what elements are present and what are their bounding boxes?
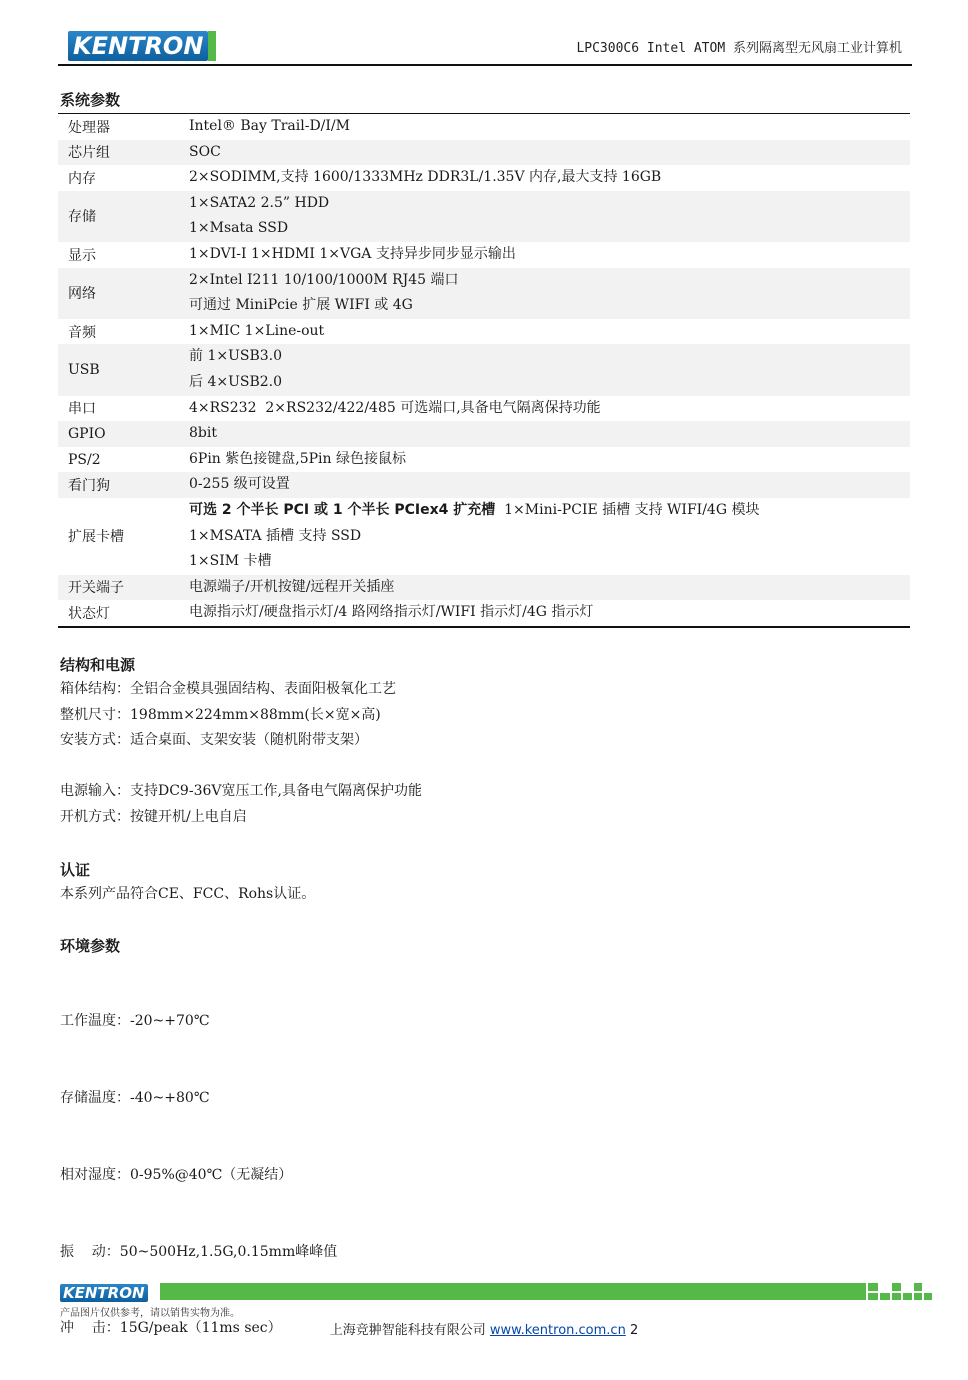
spec-value (189, 472, 910, 498)
footer-deco-square (903, 1293, 912, 1300)
spec-value-line: 前 1×USB3.0 (189, 348, 283, 365)
power-line: 电源输入：支持DC9-36V宽压工作,具备电气隔离保护功能 (60, 783, 422, 799)
spec-value (189, 575, 910, 601)
footer-deco-square (892, 1293, 901, 1300)
spec-key: 存储 (58, 191, 189, 242)
spec-value (189, 421, 910, 447)
footer-disclaimer: 产品图片仅供参考，请以销售实物为准。 (60, 1308, 240, 1319)
footer-deco-square (914, 1293, 922, 1300)
env-line: 存储温度：-40~+80℃ (60, 1089, 210, 1106)
spec-row (58, 319, 910, 345)
section-title-structure: 结构和电源 (60, 656, 136, 674)
spec-row (58, 114, 910, 140)
spec-value-line: 1×MSATA 插槽 支持 SSD (189, 527, 362, 544)
website-link[interactable]: www.kentron.com.cn (489, 1323, 626, 1338)
spec-key: 芯片组 (58, 140, 189, 166)
page-number: 2 (629, 1323, 639, 1338)
spec-value-line: 1×MIC 1×Line-out (189, 322, 325, 339)
power-block (60, 779, 422, 830)
logo-accent (208, 31, 216, 61)
page-header (58, 28, 912, 66)
spec-key: 串口 (68, 401, 96, 418)
section-title-env: 环境参数 (60, 937, 121, 955)
logo-wordmark: KENTRON (68, 31, 208, 61)
spec-value-line: 1×DVI-I 1×HDMI 1×VGA 支持异步同步显示输出 (189, 245, 516, 262)
spec-value (189, 396, 910, 422)
spec-value-line: Intel® Bay Trail-D/I/M (189, 118, 350, 134)
spec-value-line: 可通过 MiniPcie 扩展 WIFI 或 4G (189, 297, 413, 314)
footer-green-bar (160, 1283, 866, 1300)
spec-key: 状态灯 (68, 606, 110, 623)
spec-key: 开关端子 (58, 575, 189, 601)
spec-value-line (189, 498, 910, 524)
env-line: 振 动：50~500Hz,1.5G,0.15mm峰峰值 (60, 1243, 338, 1260)
spec-key: PS/2 (68, 451, 101, 468)
spec-value (189, 600, 910, 627)
spec-row (58, 191, 910, 242)
footer-deco-square (924, 1293, 932, 1300)
spec-value-line: 电源指示灯/硬盘指示灯/4 路网络指示灯/WIFI 指示灯/4G 指示灯 (189, 604, 594, 621)
spec-row (58, 344, 910, 395)
cert-text: 本系列产品符合CE、FCC、Rohs认证。 (60, 886, 316, 902)
spec-value (189, 114, 910, 140)
spec-key: 显示 (68, 247, 96, 264)
spec-value-line: 后 4×USB2.0 (189, 373, 283, 390)
spec-value-text: 1×Mini-PCIE 插槽 支持 WIFI/4G 模块 (495, 501, 760, 518)
structure-line: 整机尺寸：198mm×224mm×88mm(长×宽×高) (60, 706, 381, 723)
spec-row (58, 165, 910, 191)
spec-value-line: 1×SIM 卡槽 (189, 553, 272, 570)
spec-row (58, 396, 910, 422)
footer-logo (60, 1283, 148, 1302)
spec-row (58, 447, 910, 473)
spec-row (58, 421, 910, 447)
spec-key: 扩展卡槽 (68, 529, 124, 546)
structure-line: 箱体结构：全铝合金模具强固结构、表面阳极氧化工艺 (60, 681, 396, 697)
spec-value (189, 268, 910, 319)
spec-row (58, 498, 910, 575)
spec-row (58, 242, 910, 268)
spec-value-line: SOC (189, 143, 221, 160)
spec-value-line: 2×Intel I211 10/100/1000M RJ45 端口 (189, 271, 459, 288)
spec-value (189, 165, 910, 191)
spec-value (189, 319, 910, 345)
footer-deco-square (892, 1283, 901, 1291)
spec-row (58, 268, 910, 319)
footer-company-line (0, 1319, 968, 1338)
spec-key: 处理器 (68, 119, 110, 136)
section-title-system: 系统参数 (60, 91, 121, 109)
kentron-logo (68, 31, 208, 61)
env-line: 相对湿度：0-95%@40℃（无凝结） (60, 1166, 293, 1183)
spec-value (189, 498, 910, 575)
structure-line: 安装方式：适合桌面、支架安装（随机附带支架） (60, 732, 368, 749)
env-line: 工作温度：-20~+70℃ (60, 1013, 210, 1030)
spec-row (58, 472, 910, 498)
document-title: LPC300C6 Intel ATOM 系列隔离型无风扇工业计算机 (576, 41, 902, 56)
spec-value-line: 2×SODIMM,支持 1600/1333MHz DDR3L/1.35V 内存,最大支持 16GB (189, 169, 662, 186)
spec-row (58, 575, 910, 601)
spec-value (189, 140, 910, 166)
spec-value-line: 1×SATA2 2.5” HDD (189, 194, 330, 211)
power-line: 开机方式：按键开机/上电自启 (60, 808, 247, 825)
spec-value-line: 4×RS232 2×RS232/422/485 可选端口,具备电气隔离保持功能 (189, 399, 601, 416)
spec-value-emphasis: 可选 2 个半长 PCI 或 1 个半长 PCIex4 扩充槽 (189, 501, 496, 518)
spec-value (189, 242, 910, 268)
footer-deco-square (914, 1283, 922, 1291)
spec-key: 音频 (68, 324, 96, 341)
spec-row (58, 140, 910, 166)
spec-value-line: 0-255 级可设置 (189, 476, 290, 493)
spec-value (189, 191, 910, 242)
company-name: 上海竞翀智能科技有限公司 (329, 1323, 486, 1338)
footer-deco-square (868, 1283, 878, 1291)
spec-value-line: 6Pin 紫色接键盘,5Pin 绿色接鼠标 (189, 450, 406, 467)
spec-value-line: 1×Msata SSD (189, 220, 289, 237)
footer-deco-square (880, 1293, 890, 1300)
spec-value (189, 447, 910, 473)
spec-value-line: 8bit (189, 425, 217, 442)
footer-deco-square (868, 1293, 878, 1300)
env-line: 冲 击：15G/peak（11ms sec） (60, 1320, 282, 1337)
spec-key: 内存 (68, 170, 96, 187)
structure-block (60, 677, 396, 754)
spec-value-line: 电源端子/开机按键/远程开关插座 (189, 578, 395, 595)
spec-key: 网络 (58, 268, 189, 319)
footer-logo-wordmark: KENTRON (60, 1284, 148, 1302)
spec-key: 看门狗 (58, 472, 189, 498)
spec-value (189, 344, 910, 395)
spec-key: USB (58, 344, 189, 395)
spec-table (58, 113, 910, 628)
spec-row (58, 600, 910, 627)
section-title-cert: 认证 (60, 861, 91, 879)
spec-key: GPIO (58, 421, 189, 447)
